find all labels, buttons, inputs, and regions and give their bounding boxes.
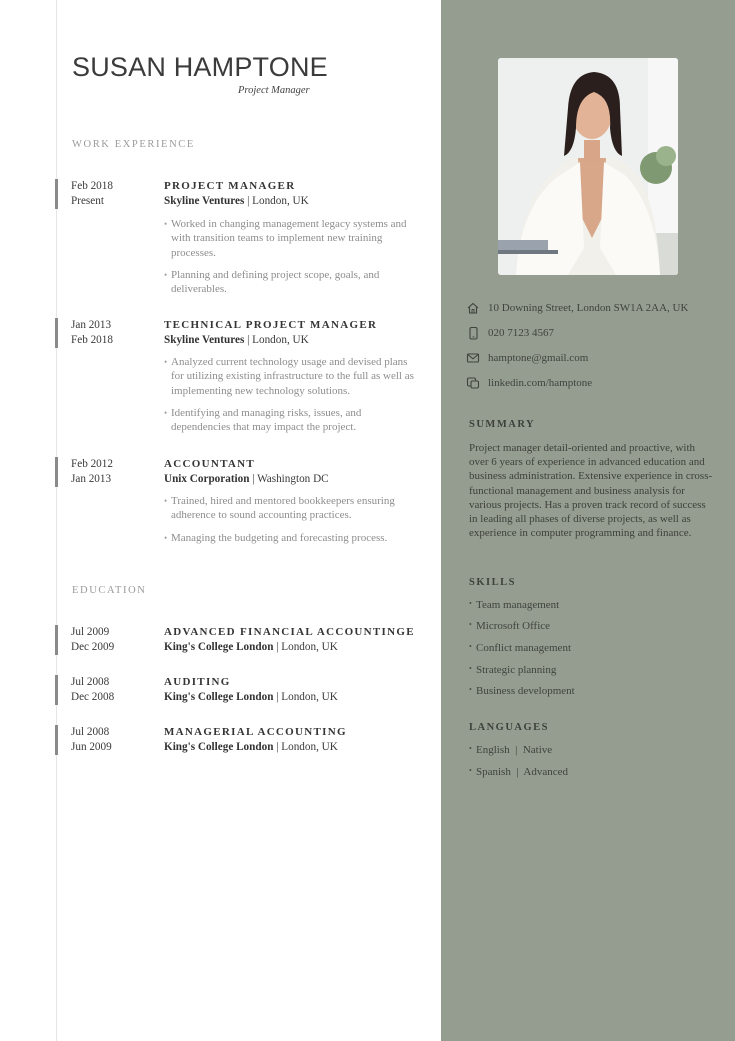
profile-photo [498,58,678,275]
entry-dates: Jul 2008 Jun 2009 [71,726,112,753]
job-company: Skyline Ventures | London, UK [164,194,309,207]
course-title: AUDITING [164,676,231,688]
work-bullet: • Managing the budgeting and forecasting process. [164,531,414,545]
course-title: MANAGERIAL ACCOUNTING [164,726,347,738]
work-bullet: • Identifying and managing risks, issues, and dependencies that may impact the project. [164,406,414,435]
job-title: PROJECT MANAGER [164,180,296,192]
skill-item: • Microsoft Office [469,620,550,632]
job-title: TECHNICAL PROJECT MANAGER [164,319,378,331]
job-company: Unix Corporation | Washington DC [164,472,329,485]
entry-marker [55,318,58,348]
skills-heading: SKILLS [469,577,516,588]
phone-icon [466,326,480,340]
language-item: • Spanish | Advanced [469,766,568,778]
languages-heading: LANGUAGES [469,722,550,733]
work-bullet: • Planning and defining project scope, goals, and deliverables. [164,268,414,297]
summary-heading: SUMMARY [469,419,536,430]
entry-dates: Jul 2008 Dec 2008 [71,676,115,703]
entry-marker [55,675,58,705]
work-bullet: • Trained, hired and mentored bookkeepers ensuring adherence to sound accounting practices. [164,494,414,523]
candidate-name: SUSAN HAMPTONE [72,52,328,82]
skill-item: • Team management [469,599,559,611]
entry-marker [55,725,58,755]
entry-marker [55,457,58,487]
job-company: Skyline Ventures | London, UK [164,333,309,346]
school-name: King's College London | London, UK [164,690,338,703]
work-bullet: • Worked in changing management legacy systems and with transition teams to implement new training processes. [164,217,414,260]
candidate-role: Project Manager [238,85,310,96]
profile-photo-image [498,58,678,275]
mail-icon [466,351,480,365]
entry-dates: Feb 2018 Present [71,180,113,207]
work-bullet: • Analyzed current technology usage and devised plans for utilizing existing infrastructure to the full as well as implementing new technology solutions. [164,355,414,398]
summary-text: Project manager detail-oriented and proactive, with over 6 years of experience in advanced education and business administration. Extensive experience in cross-functional management and business analysis for various projects. Has a proven track record of success in leading all phases of diverse projects, as well as experience in computer programming and finance. [469,442,713,540]
linkedin-icon [466,376,480,390]
skill-item: • Conflict management [469,642,571,654]
education-heading: EDUCATION [72,585,147,596]
skill-item: • Business development [469,685,575,697]
home-icon [466,301,480,315]
left-margin-rule [56,0,57,1041]
school-name: King's College London | London, UK [164,740,338,753]
entry-marker [55,179,58,209]
entry-dates: Feb 2012 Jan 2013 [71,458,113,485]
language-item: • English | Native [469,744,552,756]
skill-item: • Strategic planning [469,664,556,676]
entry-marker [55,625,58,655]
work-experience-heading: WORK EXPERIENCE [72,139,195,150]
course-title: ADVANCED FINANCIAL ACCOUNTINGE [164,626,415,638]
school-name: King's College London | London, UK [164,640,338,653]
entry-dates: Jul 2009 Dec 2009 [71,626,115,653]
entry-dates: Jan 2013 Feb 2018 [71,319,113,346]
job-title: ACCOUNTANT [164,458,256,470]
